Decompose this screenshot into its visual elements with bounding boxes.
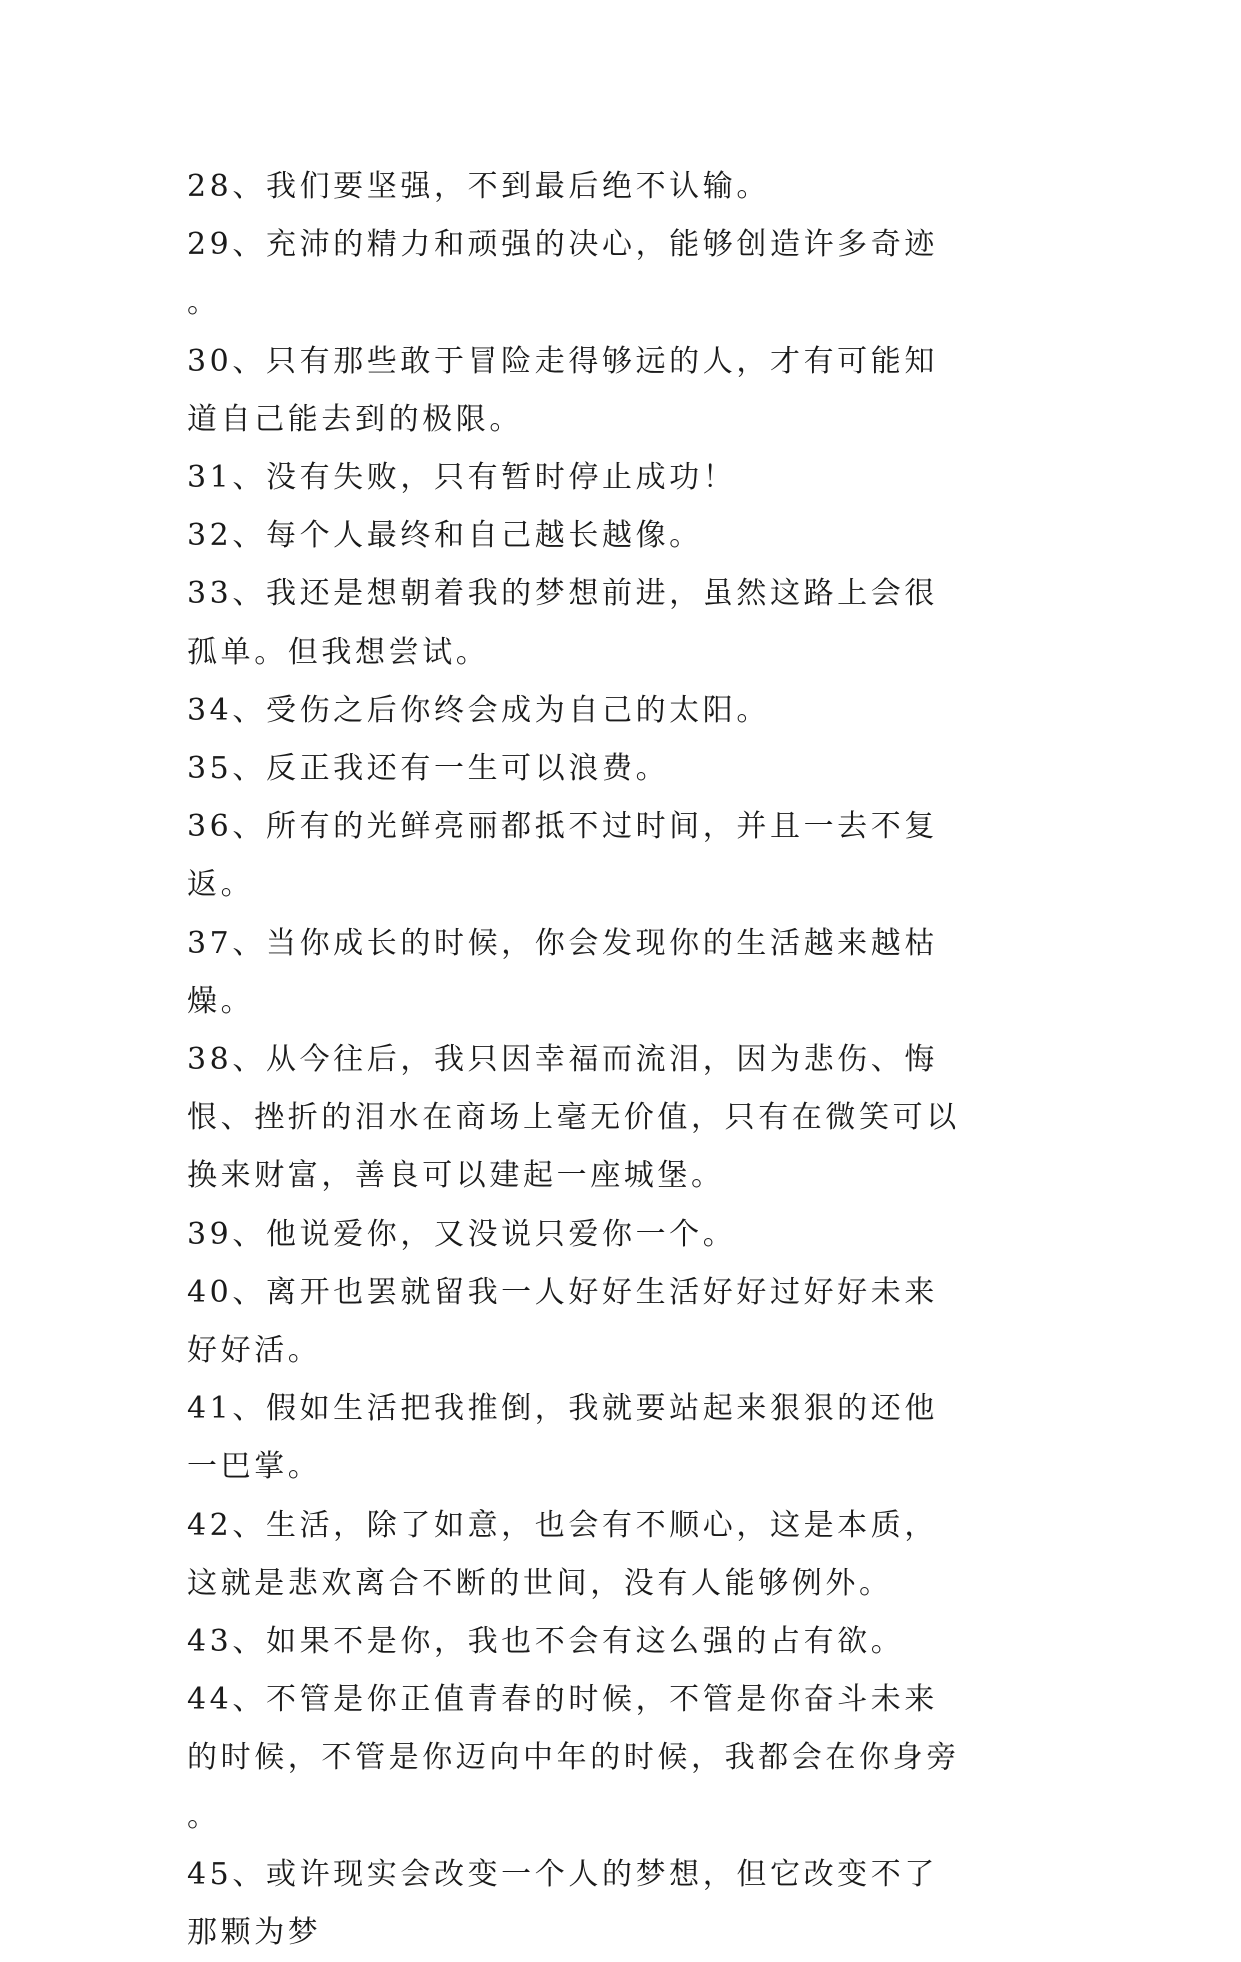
quote-list — [187, 158, 967, 1962]
quote-entry-44: 44、不管是你正值青春的时候，不管是你奋斗未来的时候，不管是你迈向中年的时候，我都会在你身旁。 — [187, 1682, 960, 1834]
quote-entry-34: 34、受伤之后你终会成为自己的太阳。 — [187, 692, 770, 728]
quote-entry-35: 35、反正我还有一生可以浪费。 — [187, 751, 670, 787]
quote-entry-37: 37、当你成长的时候，你会发现你的生活越来越枯燥。 — [187, 925, 938, 1019]
quote-entry-33: 33、我还是想朝着我的梦想前进，虽然这路上会很孤单。但我想尝试。 — [187, 576, 938, 670]
quote-entry-38: 38、从今往后，我只因幸福而流泪，因为悲伤、悔恨、挫折的泪水在商场上毫无价值，只有在微笑可以换来财富，善良可以建起一座城堡。 — [187, 1042, 960, 1194]
quote-entry-43: 43、如果不是你，我也不会有这么强的占有欲。 — [187, 1624, 905, 1660]
quote-entry-32: 32、每个人最终和自己越长越像。 — [187, 518, 703, 554]
quote-entry-31: 31、没有失败，只有暂时停止成功！ — [187, 460, 737, 496]
quote-entry-42: 42、生活，除了如意，也会有不顺心，这是本质，这就是悲欢离合不断的世间，没有人能够例外。 — [187, 1507, 938, 1601]
quote-entry-29: 29、充沛的精力和顽强的决心，能够创造许多奇迹。 — [187, 227, 938, 321]
quote-entry-45: 45、或许现实会改变一个人的梦想，但它改变不了那颗为梦 — [187, 1856, 938, 1951]
quote-entry-30: 30、只有那些敢于冒险走得够远的人，才有可能知道自己能去到的极限。 — [187, 343, 938, 437]
quote-entry-41: 41、假如生活把我推倒，我就要站起来狠狠的还他一巴掌。 — [187, 1391, 938, 1485]
quote-entry-28: 28、我们要坚强，不到最后绝不认输。 — [187, 169, 770, 204]
quote-entry-40: 40、离开也罢就留我一人好好生活好好过好好未来好好活。 — [187, 1274, 938, 1369]
quote-entry-39: 39、他说爱你，又没说只爱你一个。 — [187, 1216, 737, 1252]
quote-entry-36: 36、所有的光鲜亮丽都抵不过时间，并且一去不复返。 — [187, 809, 938, 903]
